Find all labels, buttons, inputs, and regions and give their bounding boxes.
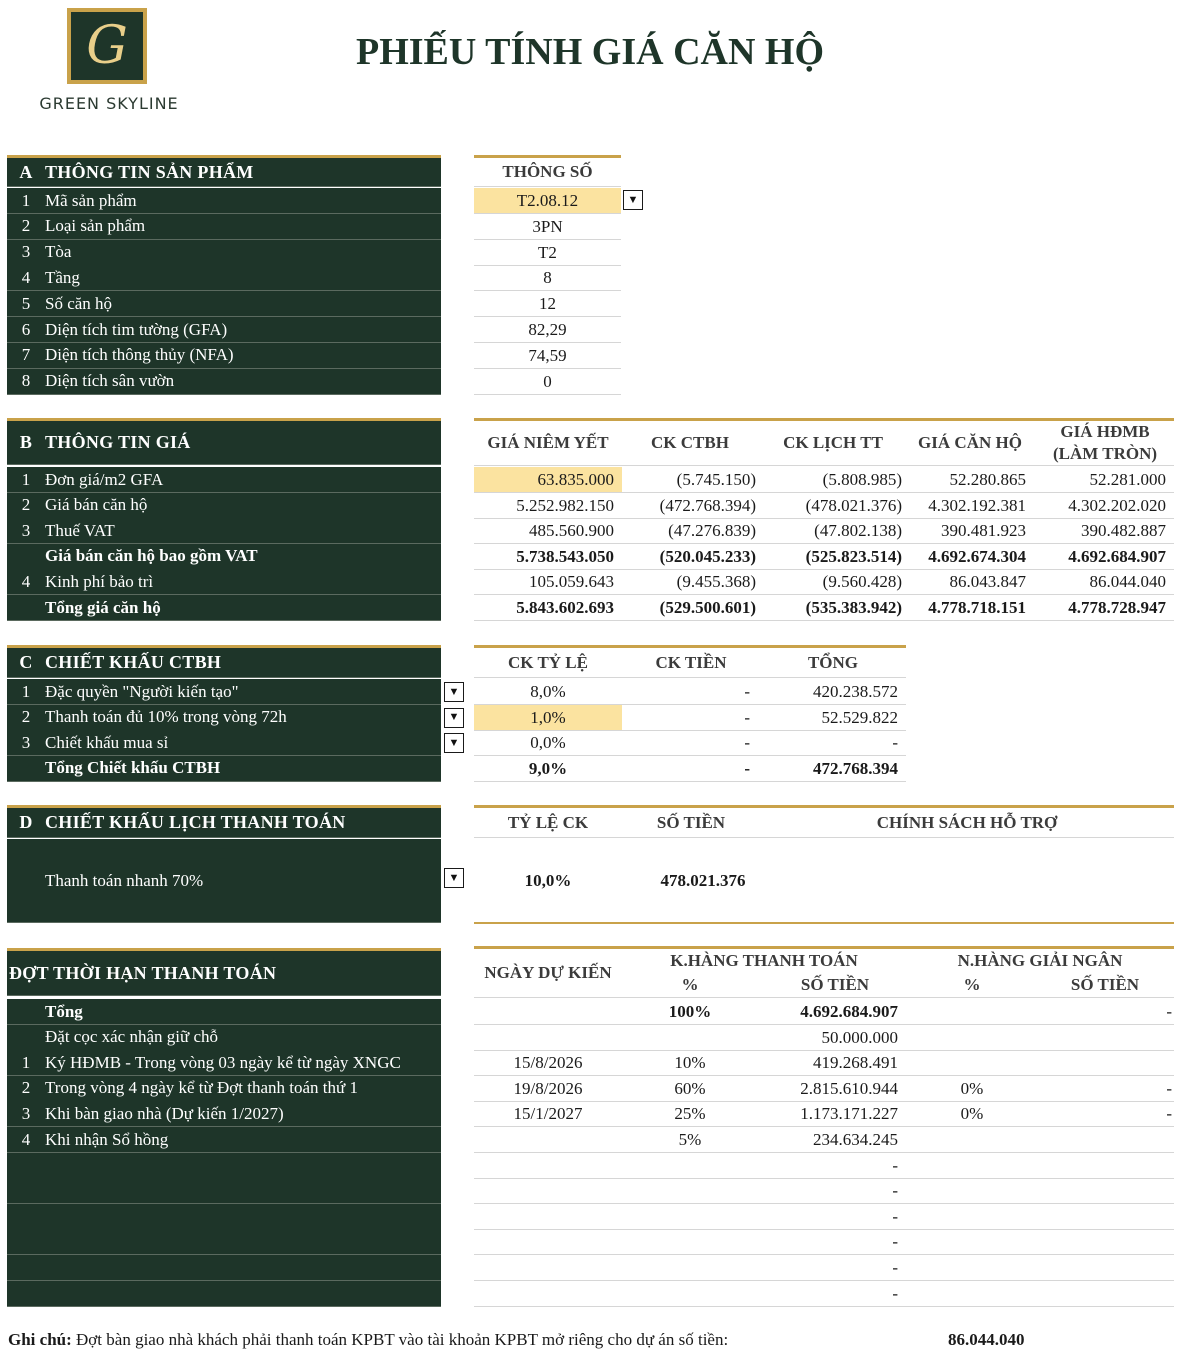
- bank-amount: [1040, 1025, 1174, 1050]
- row-label: Giá bán căn hộ bao gồm VAT: [45, 546, 258, 566]
- divider: [474, 922, 1174, 924]
- payment-date: [474, 1153, 622, 1178]
- payment-row: [7, 1153, 441, 1179]
- bank-pct: [932, 999, 1012, 1024]
- payment-pct: [650, 1281, 730, 1306]
- price-cell: 105.059.643: [529, 572, 614, 592]
- payment-row: [7, 1255, 441, 1281]
- page-title: PHIẾU TÍNH GIÁ CĂN HỘ: [355, 31, 825, 73]
- bank-amount: [1040, 1127, 1174, 1152]
- section-letter: D: [19, 812, 33, 832]
- discount-row: [7, 756, 441, 782]
- section-a-header: [7, 155, 441, 187]
- divider: [474, 677, 906, 678]
- spec-row: [7, 343, 441, 369]
- price-cell: 390.481.923: [941, 521, 1026, 541]
- col-header-ty-le-ck: TỶ LỆ CK: [507, 813, 589, 832]
- price-cell: 4.778.718.151: [928, 598, 1026, 617]
- payment-date: [474, 1178, 622, 1203]
- row-number: 3: [21, 242, 31, 262]
- price-cell: 4.692.684.907: [1068, 546, 1166, 566]
- spec-row: [7, 291, 441, 317]
- payment-amount: 419.268.491: [813, 1053, 898, 1073]
- spec-row: [7, 188, 441, 214]
- section-letter: B: [19, 432, 33, 452]
- row-number: 3: [21, 520, 31, 540]
- section-d-row: [7, 839, 441, 923]
- bank-amount: [1040, 1153, 1174, 1178]
- price-row: [7, 595, 441, 621]
- col-header-amount: SỐ TIỀN: [800, 975, 870, 994]
- row-label: Khi nhận Sổ hồng: [45, 1129, 169, 1149]
- payment-pct: [650, 1204, 730, 1229]
- payment-pct: 25%: [674, 1104, 706, 1124]
- col-header-gia-can-ho: GIÁ CĂN HỘ: [918, 433, 1022, 452]
- row-label: Mã sản phẩm: [45, 190, 137, 210]
- payment-amount: -: [892, 1206, 898, 1226]
- row-number: 2: [21, 495, 31, 515]
- payment-pct: [650, 1178, 730, 1203]
- payment-date: [474, 1127, 622, 1152]
- discount-row: [7, 679, 441, 705]
- row-number: 1: [21, 1052, 31, 1072]
- divider: [474, 997, 1174, 998]
- payment-date: 15/1/2027: [513, 1104, 583, 1124]
- payment-row: [7, 1076, 441, 1102]
- note-label: Ghi chú:: [8, 1330, 72, 1349]
- discount-amount: 478.021.376: [660, 871, 746, 890]
- row-label: Số căn hộ: [45, 293, 113, 313]
- payment-amount: 50.000.000: [821, 1027, 898, 1047]
- payment-row: [7, 1050, 441, 1076]
- discount-row: [7, 705, 441, 731]
- row-number: 7: [21, 345, 31, 365]
- price-cell: 485.560.900: [529, 521, 614, 541]
- logo: [67, 8, 147, 84]
- spec-row: [7, 240, 441, 266]
- row-label: Tổng giá căn hộ: [45, 597, 161, 617]
- bank-pct: [932, 1050, 1012, 1075]
- row-label: Diện tích sân vườn: [45, 371, 175, 391]
- divider: [474, 837, 1174, 838]
- price-cell: 52.280.865: [949, 470, 1026, 489]
- spec-value: 3PN: [532, 216, 563, 236]
- payment-amount: -: [892, 1181, 898, 1201]
- section-title: ĐỢT THỜI HẠN THANH TOÁN: [9, 962, 277, 983]
- row-number: 5: [21, 293, 31, 313]
- col-header-gia-niem-yet: GIÁ NIÊM YẾT: [487, 433, 609, 452]
- spec-row: [7, 369, 441, 395]
- section-b-header: [7, 418, 441, 465]
- bank-pct: [932, 1153, 1012, 1178]
- payment-date: [474, 1255, 622, 1280]
- dropdown-arrow-icon[interactable]: ▼: [444, 708, 464, 728]
- discount-row: [7, 730, 441, 756]
- row-label: Kinh phí bảo trì: [45, 571, 154, 591]
- bank-pct: [932, 1025, 1012, 1050]
- col-header-thong-so: THÔNG SỐ: [502, 162, 593, 181]
- col-header-chinh-sach-ho-tro: CHÍNH SÁCH HỖ TRỢ: [876, 813, 1058, 832]
- brand-name: GREEN SKYLINE: [39, 94, 179, 113]
- row-label: Thanh toán đủ 10% trong vòng 72h: [45, 707, 287, 727]
- note-text: Đợt bàn giao nhà khách phải thanh toán KPBT vào tài khoản KPBT mở riêng cho dự án số tiền:: [76, 1330, 729, 1349]
- row-label: Giá bán căn hộ: [45, 495, 148, 515]
- payment-row: [7, 1229, 441, 1255]
- bank-pct: [932, 1229, 1012, 1254]
- spec-value: 12: [539, 294, 556, 314]
- discount-cell: 9,0%: [528, 758, 568, 778]
- row-label: Diện tích tim tường (GFA): [45, 319, 228, 339]
- row-number: 6: [21, 319, 31, 339]
- spec-value: T2: [538, 242, 557, 262]
- discount-cell: -: [744, 707, 750, 727]
- divider: [474, 155, 621, 158]
- payment-pct: 10%: [674, 1053, 706, 1073]
- footer-note: [8, 1330, 728, 1350]
- price-cell: (47.802.138): [814, 521, 902, 541]
- payment-amount: -: [892, 1258, 898, 1277]
- bank-amount: -: [1166, 1104, 1172, 1124]
- logo-letter: G: [86, 16, 128, 76]
- price-cell: 4.302.192.381: [928, 495, 1026, 515]
- row-number: 8: [21, 371, 31, 391]
- row-number: 2: [21, 707, 31, 727]
- col-header-ck-tien: CK TIỀN: [655, 653, 727, 672]
- payment-amount: 4.692.684.907: [800, 1002, 898, 1021]
- price-cell: (525.823.514): [805, 546, 902, 566]
- spec-row: [7, 265, 441, 291]
- discount-cell: 8,0%: [530, 682, 566, 701]
- price-row: [7, 518, 441, 544]
- col-header-tong: TỔNG: [807, 653, 859, 672]
- payment-date: [474, 1204, 622, 1229]
- bank-pct: [932, 1281, 1012, 1306]
- price-cell: 63.835.000: [474, 467, 622, 492]
- col-header-lam-tron: (LÀM TRÒN): [1052, 444, 1158, 463]
- payment-row: [7, 999, 441, 1025]
- divider: [474, 394, 621, 395]
- payment-row: [7, 1204, 441, 1230]
- bank-amount: [1040, 1255, 1174, 1280]
- payment-pct: [650, 1255, 730, 1280]
- payment-pct: 5%: [678, 1130, 702, 1149]
- payment-pct: [650, 1153, 730, 1178]
- bank-amount: -: [1166, 1078, 1172, 1098]
- row-label: Diện tích thông thủy (NFA): [45, 345, 234, 365]
- divider: [474, 620, 1174, 621]
- price-cell: 5.843.602.693: [516, 598, 614, 617]
- price-cell: (9.560.428): [822, 572, 902, 592]
- bank-amount: [1040, 1178, 1174, 1203]
- row-label: Thuế VAT: [45, 520, 115, 540]
- section-title: CHIẾT KHẤU CTBH: [45, 652, 222, 672]
- price-cell: (47.276.839): [668, 521, 756, 541]
- payment-amount: -: [892, 1232, 898, 1252]
- price-row: [7, 569, 441, 595]
- price-cell: 86.043.847: [949, 572, 1026, 592]
- divider: [474, 946, 1174, 949]
- payment-pct: 60%: [674, 1078, 706, 1098]
- dropdown-arrow-icon[interactable]: ▼: [444, 868, 464, 888]
- bank-pct: 0%: [960, 1078, 984, 1098]
- payment-row: [7, 1281, 441, 1307]
- row-label: Tòa: [45, 242, 72, 262]
- payment-pct: [650, 1229, 730, 1254]
- section-title: THÔNG TIN SẢN PHẨM: [45, 161, 254, 182]
- divider: [474, 186, 621, 187]
- row-number: 1: [21, 469, 31, 489]
- price-row: [7, 544, 441, 570]
- col-header-khach-hang: K.HÀNG THANH TOÁN: [670, 951, 858, 970]
- discount-cell: -: [744, 733, 750, 753]
- col-header-bank-amount: SỐ TIỀN: [1070, 975, 1140, 994]
- payment-row: [7, 1127, 441, 1153]
- row-number: 3: [21, 1103, 31, 1123]
- discount-cell: -: [892, 733, 898, 753]
- col-header-ck-ctbh: CK CTBH: [651, 433, 729, 452]
- payment-date: [474, 1229, 622, 1254]
- payment-date: [474, 999, 622, 1024]
- dropdown-arrow-icon[interactable]: ▼: [444, 682, 464, 702]
- col-header-bank-pct: %: [963, 975, 981, 994]
- section-title: THÔNG TIN GIÁ: [45, 432, 191, 452]
- payment-amount: 234.634.245: [813, 1130, 898, 1149]
- price-cell: 5.252.982.150: [516, 495, 614, 515]
- price-cell: (478.021.376): [805, 495, 902, 515]
- row-label: Đơn giá/m2 GFA: [45, 469, 164, 489]
- row-label: Đặc quyền "Người kiến tạo": [45, 681, 239, 701]
- payment-pct: [650, 1025, 730, 1050]
- payment-amount: 1.173.171.227: [800, 1104, 898, 1124]
- price-cell: (472.768.394): [659, 495, 756, 515]
- discount-rate: 10,0%: [524, 871, 572, 890]
- bank-pct: [932, 1178, 1012, 1203]
- discount-cell: 472.768.394: [813, 758, 898, 778]
- note-amount: 86.044.040: [948, 1330, 1025, 1349]
- row-number: 4: [21, 1129, 31, 1149]
- col-header-gia-hdmb: GIÁ HĐMB: [1060, 422, 1150, 441]
- row-label: Chiết khấu mua sỉ: [45, 732, 169, 752]
- section-d-header: [7, 805, 441, 838]
- divider: [474, 465, 1174, 466]
- payment-date: [474, 1025, 622, 1050]
- payment-pct: 100%: [668, 1002, 712, 1021]
- row-label: Khi bàn giao nhà (Dự kiến 1/2027): [45, 1103, 284, 1123]
- dropdown-arrow-icon[interactable]: ▼: [444, 733, 464, 753]
- bank-amount: [1040, 1281, 1174, 1306]
- payment-amount: 2.815.610.944: [800, 1078, 898, 1098]
- row-number: 3: [21, 732, 31, 752]
- price-cell: (520.045.233): [659, 546, 756, 566]
- col-header-ngan-hang: N.HÀNG GIẢI NGÂN: [957, 951, 1123, 970]
- col-header-so-tien: SỐ TIỀN: [656, 813, 726, 832]
- row-label: Tầng: [45, 267, 80, 287]
- discount-cell: -: [744, 758, 750, 778]
- divider: [474, 645, 906, 648]
- row-label: Loại sản phẩm: [45, 216, 146, 236]
- spec-value: 82,29: [528, 320, 567, 339]
- col-header-ngay-du-kien: NGÀY DỰ KIẾN: [484, 963, 612, 982]
- price-cell: 390.482.887: [1081, 521, 1166, 541]
- bank-pct: [932, 1127, 1012, 1152]
- bank-pct: [932, 1255, 1012, 1280]
- payment-amount: -: [892, 1283, 898, 1303]
- bank-amount: [1040, 1050, 1174, 1075]
- dropdown-arrow-icon[interactable]: ▼: [623, 190, 643, 210]
- row-number: 1: [21, 681, 31, 701]
- price-row: [7, 493, 441, 519]
- discount-cell: -: [744, 682, 750, 701]
- payment-row: [7, 1178, 441, 1204]
- discount-cell: 0,0%: [530, 733, 566, 753]
- discount-cell: 52.529.822: [821, 707, 898, 727]
- row-number: 2: [21, 216, 31, 236]
- payment-date: [474, 1281, 622, 1306]
- bank-amount: [1040, 1229, 1174, 1254]
- bank-amount: -: [1166, 1002, 1172, 1021]
- row-label: Ký HĐMB - Trong vòng 03 ngày kể từ ngày XNGC: [45, 1052, 401, 1072]
- price-cell: 52.281.000: [1089, 470, 1166, 489]
- price-cell: (529.500.601): [659, 598, 756, 617]
- bank-pct: [932, 1204, 1012, 1229]
- section-c-header: [7, 645, 441, 678]
- divider: [474, 1306, 1174, 1307]
- col-header-ck-ty-le: CK TỶ LỆ: [508, 653, 588, 672]
- spec-value: 0: [543, 371, 552, 391]
- section-letter: A: [19, 161, 33, 182]
- row-label: Tổng Chiết khấu CTBH: [45, 758, 221, 778]
- bank-amount: [1040, 1204, 1174, 1229]
- product-code-value: T2.08.12: [474, 188, 621, 213]
- price-cell: (5.745.150): [676, 470, 756, 489]
- price-cell: 4.692.674.304: [928, 546, 1026, 566]
- col-header-ck-lich-tt: CK LỊCH TT: [783, 433, 883, 452]
- divider: [474, 418, 1174, 421]
- payment-date: 15/8/2026: [513, 1053, 583, 1073]
- row-label: Tổng: [45, 1001, 83, 1021]
- row-label: Trong vòng 4 ngày kể từ Đợt thanh toán thứ 1: [45, 1078, 358, 1098]
- price-cell: (9.455.368): [676, 572, 756, 592]
- payment-amount: -: [892, 1155, 898, 1175]
- price-row: [7, 467, 441, 493]
- price-cell: (535.383.942): [805, 598, 902, 617]
- row-label: Đặt cọc xác nhận giữ chỗ: [45, 1027, 219, 1047]
- price-cell: 4.778.728.947: [1068, 598, 1166, 617]
- divider: [474, 781, 906, 782]
- row-number: 1: [21, 190, 31, 210]
- price-cell: (5.808.985): [822, 470, 902, 489]
- discount-cell: 1,0%: [474, 705, 622, 730]
- spec-row: [7, 317, 441, 343]
- spec-value: 8: [543, 268, 552, 288]
- price-cell: 4.302.202.020: [1068, 495, 1166, 515]
- section-letter: C: [19, 652, 33, 672]
- payment-date: 19/8/2026: [513, 1078, 583, 1098]
- row-number: 2: [21, 1078, 31, 1098]
- payment-row: [7, 1101, 441, 1127]
- section-title: CHIẾT KHẤU LỊCH THANH TOÁN: [45, 812, 346, 832]
- spec-row: [7, 214, 441, 240]
- row-number: 4: [21, 571, 31, 591]
- bank-pct: 0%: [960, 1104, 984, 1124]
- discount-cell: 420.238.572: [813, 682, 898, 701]
- row-number: 4: [21, 267, 31, 287]
- price-cell: 5.738.543.050: [516, 546, 614, 566]
- payment-row: [7, 1025, 441, 1051]
- divider: [474, 805, 1174, 808]
- col-header-pct: %: [681, 975, 699, 994]
- row-label: Thanh toán nhanh 70%: [45, 870, 204, 890]
- price-cell: 86.044.040: [1089, 572, 1166, 592]
- spec-value: 74,59: [528, 345, 567, 365]
- section-e-header: [7, 948, 441, 996]
